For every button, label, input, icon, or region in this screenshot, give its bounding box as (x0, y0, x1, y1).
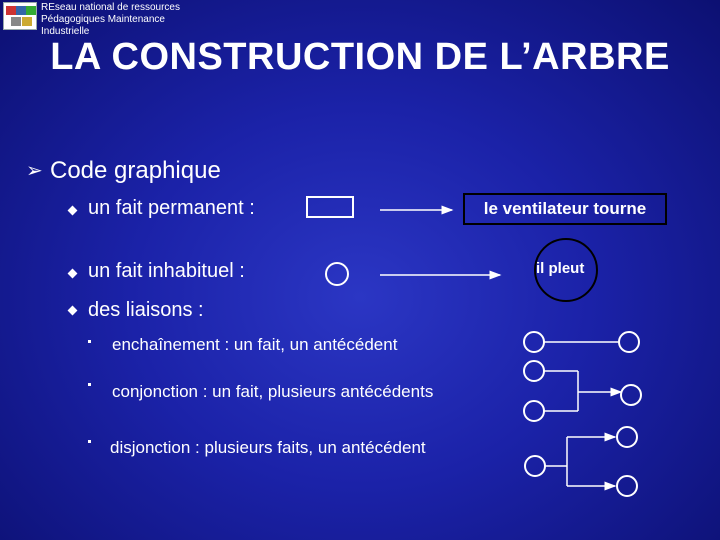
sub-fait-inhabituel: un fait inhabituel : (88, 260, 245, 282)
conj-antecedent-1 (524, 361, 544, 381)
slide-title: LA CONSTRUCTION DE L’ARBRE (50, 36, 670, 78)
example-circle-label: il pleut (536, 260, 585, 277)
conj-fact (621, 385, 641, 405)
example-rectangle-label: le ventilateur tourne (463, 193, 667, 225)
disj-fact-1 (617, 427, 637, 447)
sub-fait-permanent: un fait permanent : (88, 197, 255, 219)
disj-antecedent (525, 456, 545, 476)
permanent-fact-rectangle (307, 197, 353, 217)
sub-liaisons: des liaisons : (88, 299, 204, 321)
unusual-fact-circle (326, 263, 348, 285)
arrow-bullet-icon: ➢ (26, 160, 43, 182)
example-circle (535, 239, 597, 301)
bullet-code-graphique: Code graphique (50, 157, 221, 184)
disj-fact-2 (617, 476, 637, 496)
link-conjonction: conjonction : un fait, plusieurs antécédents (112, 382, 434, 401)
network-line-3: Industrielle (41, 26, 90, 37)
chain-fact (619, 332, 639, 352)
link-disjonction: disjonction : plusieurs faits, un antécédent (110, 438, 426, 457)
network-line-1: REseau national de ressources (41, 2, 180, 13)
conj-antecedent-2 (524, 401, 544, 421)
network-line-2: Pédagogiques Maintenance (41, 14, 165, 25)
link-enchainement: enchaînement : un fait, un antécédent (112, 335, 398, 354)
chain-antecedent (524, 332, 544, 352)
